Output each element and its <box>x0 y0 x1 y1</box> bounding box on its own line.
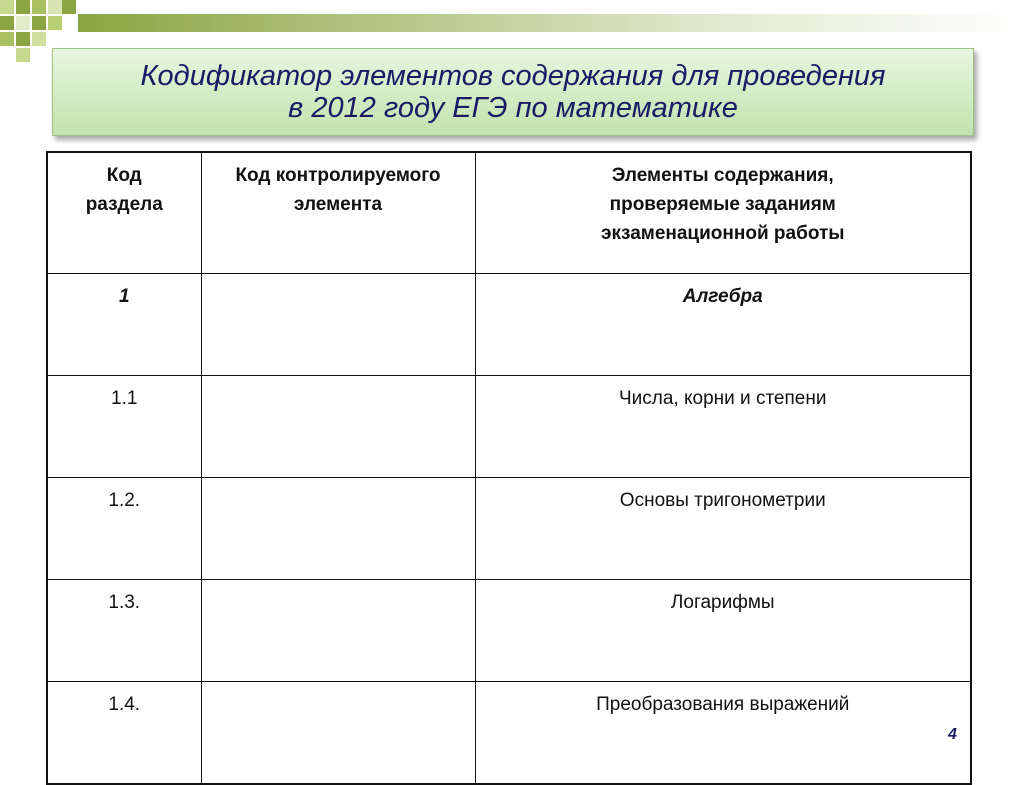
table-header-row <box>47 152 971 274</box>
cell-content: Основы тригонометрии <box>475 478 971 580</box>
cell-element <box>201 580 475 682</box>
cell-section: 1.4. <box>47 682 201 785</box>
codifier-table <box>46 151 972 785</box>
cell-section: 1.1 <box>47 376 201 478</box>
deco-square <box>16 16 30 30</box>
cell-element <box>201 682 475 785</box>
table-row <box>47 682 971 785</box>
deco-square <box>0 0 14 14</box>
table-row <box>47 274 971 376</box>
header-element-code: Код контролируемого элемента <box>201 152 475 274</box>
page-number: 4 <box>948 726 957 743</box>
deco-square <box>16 32 30 46</box>
deco-square <box>32 16 46 30</box>
slide-title <box>52 48 974 136</box>
cell-content: Алгебра <box>475 274 971 376</box>
deco-square <box>0 16 14 30</box>
deco-square <box>48 0 62 14</box>
title-line-2: в 2012 году ЕГЭ по математике <box>288 92 738 124</box>
cell-content: Преобразования выражений <box>475 682 971 785</box>
table-row <box>47 376 971 478</box>
cell-element <box>201 478 475 580</box>
table-row <box>47 478 971 580</box>
header-content-elements: Элементы содержания, проверяемые заданиям экзаменационной работы <box>475 152 971 274</box>
title-line-1: Кодификатор элементов содержания для проведения <box>140 60 886 92</box>
cell-section: 1 <box>47 274 201 376</box>
header-section-code: Код раздела <box>47 152 201 274</box>
deco-square <box>0 32 14 46</box>
deco-square <box>48 16 62 30</box>
cell-element <box>201 376 475 478</box>
cell-section: 1.2. <box>47 478 201 580</box>
deco-square <box>62 0 76 14</box>
cell-content: Логарифмы <box>475 580 971 682</box>
deco-square <box>16 48 30 62</box>
table-row <box>47 580 971 682</box>
deco-square <box>16 0 30 14</box>
cell-element <box>201 274 475 376</box>
deco-square <box>32 0 46 14</box>
deco-square <box>32 32 46 46</box>
cell-content: Числа, корни и степени <box>475 376 971 478</box>
cell-section: 1.3. <box>47 580 201 682</box>
top-gradient-bar <box>78 14 1024 32</box>
